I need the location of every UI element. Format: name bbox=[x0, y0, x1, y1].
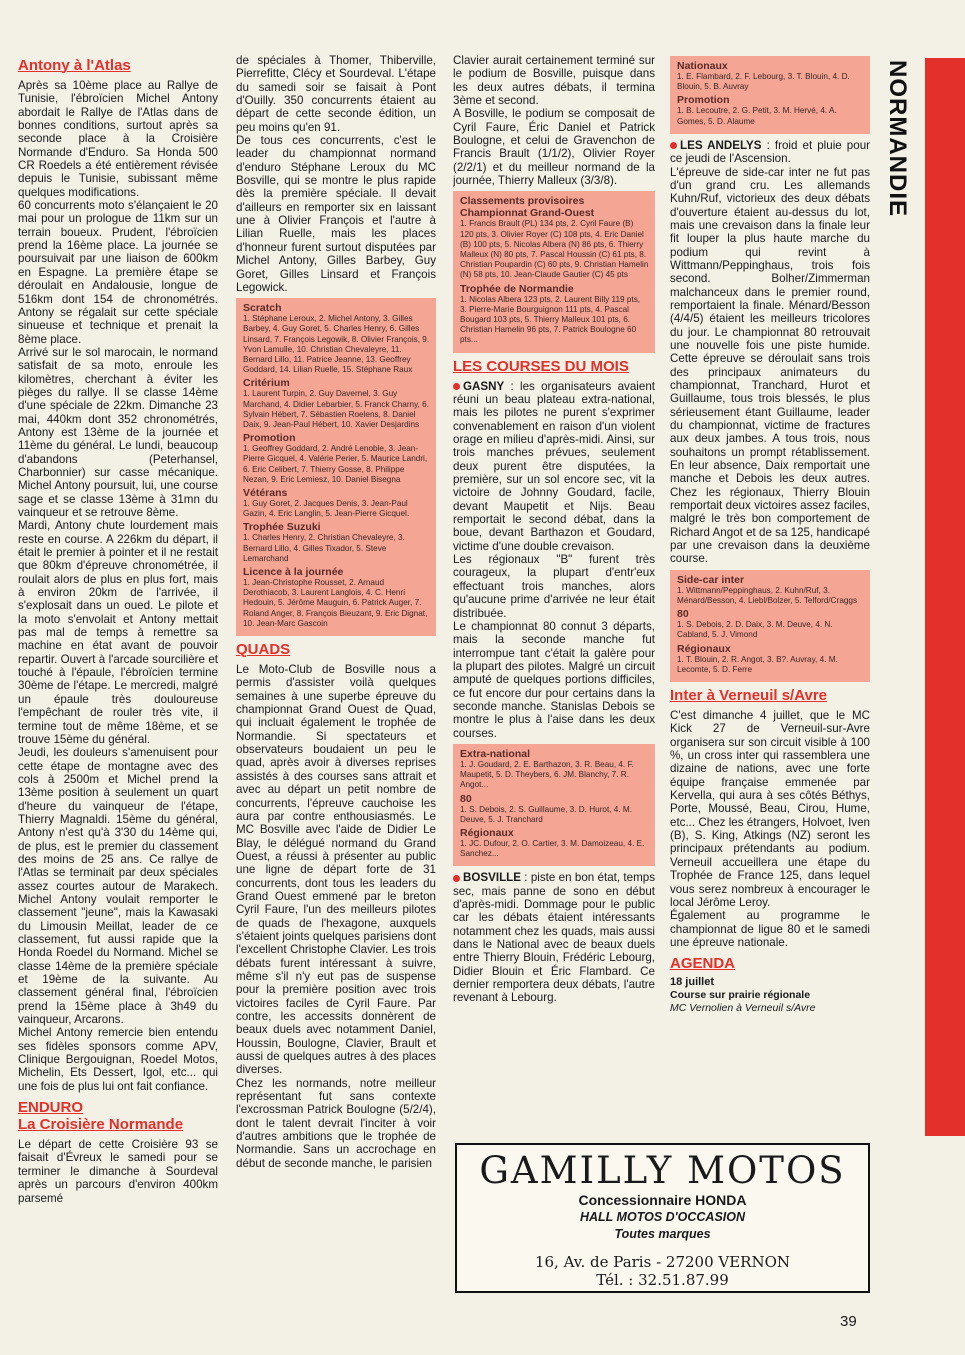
paragraph: Michel Antony remercie bien entendu ses fidèles sponsors comme APV, Clinique Bergouignan, Roedel Motos, Michelin, Ets Dessert, Igol, etc... qui une fois de plus lui ont fait confiance. bbox=[18, 1026, 218, 1093]
results-text: 1. Geoffrey Goddard, 2. André Lenoble, 3. Jean-Pierre Gicquel, 4. Valérie Perier, 5. Maurice Landri, 6. Eric Celibert, 7. Thierry Gosse, 8. Philippe Nezan, 9. Eric Lemiesz, 10. Daniel Bisegna bbox=[243, 444, 428, 484]
results-heading: Régionaux bbox=[460, 826, 514, 839]
paragraph: C'est dimanche 4 juillet, que le MC Kick 27 de Verneuil-sur-Avre organisera sur son circuit visible à 100 %, un cross inter qui rassemblera une dizaine de nations, avec une forte équipe française emmenée par Kervella, qui aura à ses côtés Béthys, Porte, Moussé, Beau, Cirou, Hume, etc... Chez les étrangers, Holvoet, Iven (B), S. King, Atkings (NZ) seront les principaux prétendants au podium. Verneuil accueillera une étape du Trophée de France 125, dans lequel vous serez nombreux à encourager le local Jérôme Leroy. bbox=[670, 709, 870, 909]
results-text: 1. Nicolas Albera 123 pts, 2. Laurent Billy 119 pts, 3. Pierre-Marie Bourguignon 111 pts, 4. Pascal Bougard 103 pts, 5. Thierry Malleux 101 pts, 6. Christian Hamelin 96 pts, 7. Patrick Boulogne 60 pts... bbox=[460, 294, 641, 345]
paragraph: Les régionaux "B" furent très courageux, la plupart d'entr'eux effectuant trois manches, alors qu'aucune prime d'arrivée ne leur était distribuée. bbox=[453, 553, 655, 620]
results-text: 1. Stéphane Leroux, 2. Michel Antony, 3. Gilles Barbey, 4. Guy Goret, 5. Charles Henry, 6. Gilles Linsard, 7. François Legowik, 8. Olivier François, 9. Yvon Lamulle, 10. Christian Chevaleyre, 11. Bernard Lillo, 11. Patrice Jeanne, 13. Geoffrey Goddard, 14. Lilian Ruelle, 15. Stéphane Raux bbox=[243, 314, 430, 375]
paragraph: Le championnat 80 connut 3 départs, mais la seconde manche fut interrompue tant c'était la galère pour la plupart des pilotes. Malgré un circuit amputé de quelques portions difficiles, ce fut encore dur pour certains dans la seconde manche. Stanislas Debois se montre le plus à l'aise dans les deux courses. bbox=[453, 619, 655, 740]
paragraph: Jeudi, les douleurs s'amenuisent pour cette étape de montagne avec des cols à 2500m et Michel prend la 13ème position à seulement un quart d'heure du vainqueur de l'étape, Thierry Magnaldi. 15ème du général, Antony n'est qu'à 3'30 du 14ème qui, de plus, est le premier du classement des moins de 25 ans. Ce rallye de l'Atlas se terminait par deux spéciales assez courtes autour de Marakech. Michel Antony voulait remporter le classement "jeune", mais la Kawasaki du Limousin Meillat, leader de ce classement, fut aussi rapide que la Honda Roedel du Normand. Michel se classe 14ème de la première spéciale et 19ème de la suivante. Au classement général final, l'ébroïcien prend la 15ème place à 3h49 du vainqueur, Arcarons. bbox=[18, 746, 218, 1027]
place-name: LES ANDELYS bbox=[680, 138, 762, 152]
results-heading: Extra-national bbox=[460, 747, 531, 760]
ad-all-brands: Toutes marques bbox=[614, 1227, 711, 1241]
results-heading: Side-car inter bbox=[677, 573, 745, 586]
results-heading: Promotion bbox=[677, 94, 730, 107]
article-title-verneuil: Inter à Verneuil s/Avre bbox=[670, 687, 828, 705]
paragraph-text: : les organisateurs avaient réuni un beau plateau extra-national, mais les pilotes ne purent s'exprimer convenablement en raison d'un violent orage en milieu d'après-midi. Ainsi, sur trois manches prévues, seulement deux purent être disputées, la première, sur un sol encore sec, vit la victoire de Johnny Goudard, facile, devant Maupetit et Nijs. Beau remportait le second débat, dans la boue, devant Barthazon et Goudard, victime d'une double crevaison. bbox=[453, 379, 655, 553]
results-text: 1. Laurent Turpin, 2. Guy Davernel, 3. Guy Marchand, 4. Didier Lebarbier, 5. Franck Charny, 6. Sylvain Hébert, 7. Sébastien Roelens, 8. Daniel Daix, 9. Jean-Paul Hébert, 10. Xavier Desjardins bbox=[243, 389, 429, 430]
results-box-andelys bbox=[670, 570, 870, 682]
paragraph: Chez les normands, notre meilleur représentant fut sans contexte l'excrossman Patrick Boulogne (5/2/4), dont le talent devrait l'inciter à voir d'autres ambitions que le trophée de Normandie. Sans un accrochage en début de seconde manche, le parisien bbox=[236, 1076, 436, 1170]
ad-used-bikes: HALL MOTOS D'OCCASION bbox=[579, 1210, 745, 1224]
paragraph: Le départ de cette Croisière 93 se faisait d'Évreux le samedi pour se terminer le dimanche à Sourdeval après un parcours d'environ 400km parsemé bbox=[18, 1138, 218, 1205]
results-box-gasny bbox=[453, 744, 655, 866]
results-text: 1. J. Goudard, 2. E. Barthazon, 3. R. Beau, 4. F. Maupetit, 5. D. Theybers, 6. JM. Blanchy, 7. R. Angot... bbox=[460, 759, 634, 790]
paragraph: Après sa 10ème place au Rallye de Tunisie, l'ébroïcien Michel Antony abordait le Rallye de l'Atlas dans de bonnes conditions, surtout après sa seconde place à la Croisière Normande d'Enduro. Sa Honda 500 CR Roedels a été entièrement révisée depuis le Tunisie, subissant même quelques modifications. bbox=[18, 79, 218, 199]
results-text: 1. Charles Henry, 2. Christian Chevaleyre, 3. Bernard Lillo, 4. Gilles Tixador, 5. Steve Lemarchand bbox=[243, 533, 405, 563]
results-text: 1. S. Debois, 2. D. Daix, 3. M. Deuve, 4. N. Cabland, 5. J. Vimond bbox=[677, 620, 833, 640]
results-box-enduro bbox=[236, 298, 436, 636]
results-heading: Nationaux bbox=[677, 60, 728, 72]
place-name: BOSVILLE bbox=[463, 871, 521, 885]
section-title-quads: QUADS bbox=[236, 641, 291, 659]
paragraph: Le Moto-Club de Bosville nous a permis d'assister voilà quelques semaines à une superbe épreuve du championnat Grand Ouest de Quad, qui incluait également le trophée de Normandie. Si spectateurs et observateurs boudaient un peu le quad, après avoir à diverses reprises assistés à des courses sans attrait et avec au départ un petit nombre de concurrents, l'épreuve cauchoise les aura par contre enthousiasmés. Le MC Bosville avec l'aide de Didier Le Blay, le délégué normand du Grand Ouest, a réussi à présenter au public une ligne de départ forte de 31 concurrents, dont tous les leaders du Grand Ouest emmené par le breton Cyril Faure, l'un des meilleurs pilotes de quads de l'hexagone, auxquels s'étaient joints quelques parisiens dont l'excellent Christophe Clavier. Les trois débats furent intéressant à suivre, même s'il n'y eut pas de suspense pour la première position avec trois victoires faciles de Cyril Faure. Par contre, les accessits donnèrent de beaux duels avec notamment Daniel, Houssin, Boulogne, Clavier, Brault et aussi de quelques autres à des places diverses. bbox=[236, 663, 436, 1077]
bullet-icon bbox=[453, 383, 460, 390]
agenda-location: MC Vernolien à Verneuil s/Avre bbox=[670, 1002, 816, 1015]
results-text: 1. Guy Goret, 2. Jacques Denis, 3. Jean-Paul Gazin, 4. Eric Langlin, 5. Jean-Pierre Gicquel. bbox=[243, 499, 410, 519]
agenda-event: Course sur prairie régionale bbox=[670, 989, 811, 1002]
bullet-icon bbox=[453, 875, 460, 882]
results-text: 1. S. Debois, 2. S. Guillaume, 3. D. Hurot, 4. M. Deuve, 5. J. Tranchard bbox=[460, 804, 633, 824]
agenda-date: 18 juillet bbox=[670, 976, 715, 989]
results-heading: Critérium bbox=[243, 377, 290, 390]
bullet-icon bbox=[670, 142, 677, 149]
place-name: GASNY bbox=[463, 379, 505, 393]
section-title-courses: LES COURSES DU MOIS bbox=[453, 357, 629, 375]
results-heading: 80 bbox=[677, 608, 689, 621]
paragraph: 60 concurrents moto s'élançaient le 20 mai pour un prologue de 11km sur un terrain boueux. Prudent, l'ébroïcien prend la 16ème place. La journée se poursuivait par une liaison de 600km en Espagne. La première étape se déroulait en Andalousie, longue de 516km dont 154 de chronométrés. Antony se régalait sur cette spéciale sinueuse et technique et prenait la 8ème place. bbox=[18, 199, 218, 346]
results-text: 1. Francis Brault (PL) 134 pts, 2. Cyril Faure (B) 120 pts, 3. Olivier Royer (C) 108 pts, 4. Eric Daniel (B) 100 pts, 5. Nicolas Albera (N) 86 pts, 6. Thierry Malleux (N) 80 pts, 7. Pascal Houssin (C) 61 pts, 8. Christian Poupardin (C) 60 pts, 9. Christian Hamelin (N) 58 pts, 10. Jean-Claude Gautier (C) 45 pts bbox=[460, 219, 649, 280]
results-box-bosville bbox=[670, 56, 870, 134]
article-title-atlas: Antony à l'Atlas bbox=[18, 57, 131, 74]
paragraph-andelys bbox=[670, 139, 870, 166]
results-heading: Promotion bbox=[243, 432, 296, 445]
section-tab-label: NORMANDIE bbox=[884, 60, 911, 217]
ad-address: 16, Av. de Paris - 27200 VERNON bbox=[534, 1253, 791, 1271]
results-heading: Régionaux bbox=[677, 642, 731, 655]
paragraph-text: : froid et pluie pour ce jeudi de l'Ascension. bbox=[670, 138, 870, 166]
column-4 bbox=[670, 54, 870, 1015]
results-heading: 80 bbox=[460, 792, 472, 805]
results-heading: Trophée de Normandie bbox=[460, 282, 574, 295]
paragraph: Clavier aurait certainement terminé sur le podium de Bosville, puisque dans les deux autres débats, il termina 3ème et second. bbox=[453, 54, 655, 108]
paragraph-text: : piste en bon état, temps sec, mais panne de sono en début d'après-midi. Dommage pour le public car les débats étaient intéressants notamment chez les quads, mais aussi dans le National avec de beaux duels entre Thierry Blouin, Frédéric Lebourg, Didier Blouin et Éric Flambard. Ce dernier remportera deux débats, l'autre revenant à Lebourg. bbox=[453, 871, 655, 1005]
results-text: 1. B. Lecoutre, 2. G. Petit, 3. M. Hervé, 4. A. Gomes, 5. D. Alaume bbox=[677, 106, 837, 126]
paragraph-bosville bbox=[453, 871, 655, 1004]
column-2 bbox=[236, 54, 436, 1170]
ad-dealer-line: Concessionnaire HONDA bbox=[578, 1192, 747, 1208]
results-text: 1. Wittmann/Peppinghaus, 2. Kuhn/Ruf, 3. Ménard/Besson, 4. Liebl/Bolzer, 5. Telford/Craggs bbox=[677, 585, 858, 606]
results-text: 1. T. Blouin, 2. R. Angot, 3. B?. Auvray, 4. M. Lecomte, 5. D. Ferre bbox=[677, 654, 838, 674]
paragraph: L'épreuve de side-car inter ne fut pas d'un grand cru. Les allemands Kuhn/Ruf, victorieux des deux débats d'ouverture étaient au-dessus du lot, mais une crevaison dans la finale leur fit louper la plus haute marche du podium qui revint à Wittmann/Peppinghaus, trois fois second. Bolher/Zimmerman malchanceux dans le premier round, remportaient la finale. Ménard/Besson (4/4/5) étaient les meilleurs tricolores du jour. Le championnat 80 retrouvait une nouvelle fois une piste humide. Cette épreuve se déroulait sans trois des principaux animateurs du championnat, Tranchard, Hurot et Guillaume, tous trois blessés, le plus sérieusement étant Guillaume, leader du championnat, victime de fractures aux deux jambes. A tous trois, nous souhaitons un prompt rétablissement. En leur absence, Daix remportait une manche et Debois les deux autres. Chez les régionaux, Thierry Blouin remportait deux victoires assez faciles, malgré le très bon comportement de Richard Angot et de sa 125, handicapé par une crevaison dans la deuxième course. bbox=[670, 165, 870, 566]
section-tab-label-wrap bbox=[883, 60, 923, 240]
paragraph: De tous ces concurrents, c'est le leader du championnat normand d'enduro Stéphane Leroux du MC Bosville, qui se montre le plus rapide dès la première spéciale. Il devait d'ailleurs en remporter six en laissant une à Olivier François et l'autre à Lilian Ruelle, mais les places d'honneur furent surtout disputées par Michel Antony, Gilles Barbey, Guy Goret, Gilles Linsard et François Legowick. bbox=[236, 134, 436, 294]
column-1 bbox=[18, 54, 218, 1205]
results-heading: Scratch bbox=[243, 302, 282, 315]
results-heading: Classements provisoires Championnat Grand-Ouest bbox=[460, 195, 595, 220]
results-heading: Licence à la journée bbox=[243, 566, 344, 579]
paragraph: A Bosville, le podium se composait de Cyril Faure, Éric Daniel et Patrick Boulogne, et celui de Gravenchon de Francis Brault (1/1/2), Olivier Royer (2/2/1) et du meilleur normand de la journée, Thierry Malleux (3/3/8). bbox=[453, 107, 655, 188]
paragraph-gasny bbox=[453, 380, 655, 553]
results-text: 1. Jean-Christophe Rousset, 2. Arnaud Derothiacob, 3. Laurent Langlois, 4. C. Henri Hedouin, 5. Jérôme Mauguin, 6. Patrick Auger, 7. Roland Anger, 8. François Bieuzant, 9. Eric Dignat, 10. Jean-Marc Gascoin bbox=[243, 578, 428, 628]
ad-phone: Tél. : 32.51.87.99 bbox=[596, 1271, 729, 1289]
article-title-croisiere: La Croisière Normande bbox=[18, 1116, 184, 1134]
paragraph: Mardi, Antony chute lourdement mais reste en course. A 226km du départ, il était le premier à pointer et il ne restait que 80km d'épreuve chronométrée, il roulait alors de plus en plus fort, mais à environ 20km de l'arrivée, il s'explosait dans un oued. Le pilote et la moto s'envolait et Antony mettait pas mal de temps à remettre sa machine en état avant de pouvoir repartir. Ouvert à l'arcade sourcilière et touché à l'épaule, l'ébroïcien termine 30ème de l'étape. Le mercredi, malgré un épaule très douloureuse l'empêchant de rouler très vite, il termine tout de même 18ème, et se trouve 15ème du général. bbox=[18, 519, 218, 746]
results-heading: Trophée Suzuki bbox=[243, 521, 321, 534]
column-3 bbox=[453, 54, 655, 1005]
paragraph: Également au programme le championnat de ligue 80 et le samedi une épreuve nationale. bbox=[670, 909, 870, 949]
ad-company-name: GAMILLY MOTOS bbox=[479, 1149, 846, 1192]
section-title-enduro: ENDURO bbox=[18, 1099, 84, 1117]
results-box-quads bbox=[453, 191, 655, 352]
paragraph: de spéciales à Thomer, Thiberville, Pierrefitte, Clécy et Sourdeval. L'étape du samedi soir se faisait à Pont d'Ouilly. 350 concurrents étaient au départ de cette seconde édition, un peu moins qu'en 91. bbox=[236, 54, 436, 134]
results-text: 1. JC. Dufour, 2. O. Cartier, 3. M. Damoizeau, 4. E. Sanchez... bbox=[460, 838, 645, 859]
agenda-title: AGENDA bbox=[670, 955, 736, 973]
advertisement bbox=[455, 1143, 870, 1293]
paragraph: Arrivé sur le sol marocain, le normand satisfait de sa moto, enroule les kilomètres, cherchant à éviter les pièges du rallye. Il se classe 14ème d'une spéciale de 22km. Dimanche 23 mai, 440km dont 352 chronométrés, Antony est 13ème de la journée et 11ème du général. Le lundi, beaucoup d'abandons (Peterhansel, Charbonnier) sur casse mécanique. Michel Antony poursuit, lui, une course sage et se classe 13ème à 31mn du vainqueur et se retrouve 8ème. bbox=[18, 345, 218, 519]
results-text: 1. E. Flambard, 2. F. Lebourg, 3. T. Blouin, 4. D. Blouin, 5. B. Auvray bbox=[677, 72, 850, 92]
section-color-tab bbox=[925, 58, 965, 1136]
results-heading: Vétérans bbox=[243, 487, 288, 500]
page-number: 39 bbox=[840, 1313, 857, 1330]
